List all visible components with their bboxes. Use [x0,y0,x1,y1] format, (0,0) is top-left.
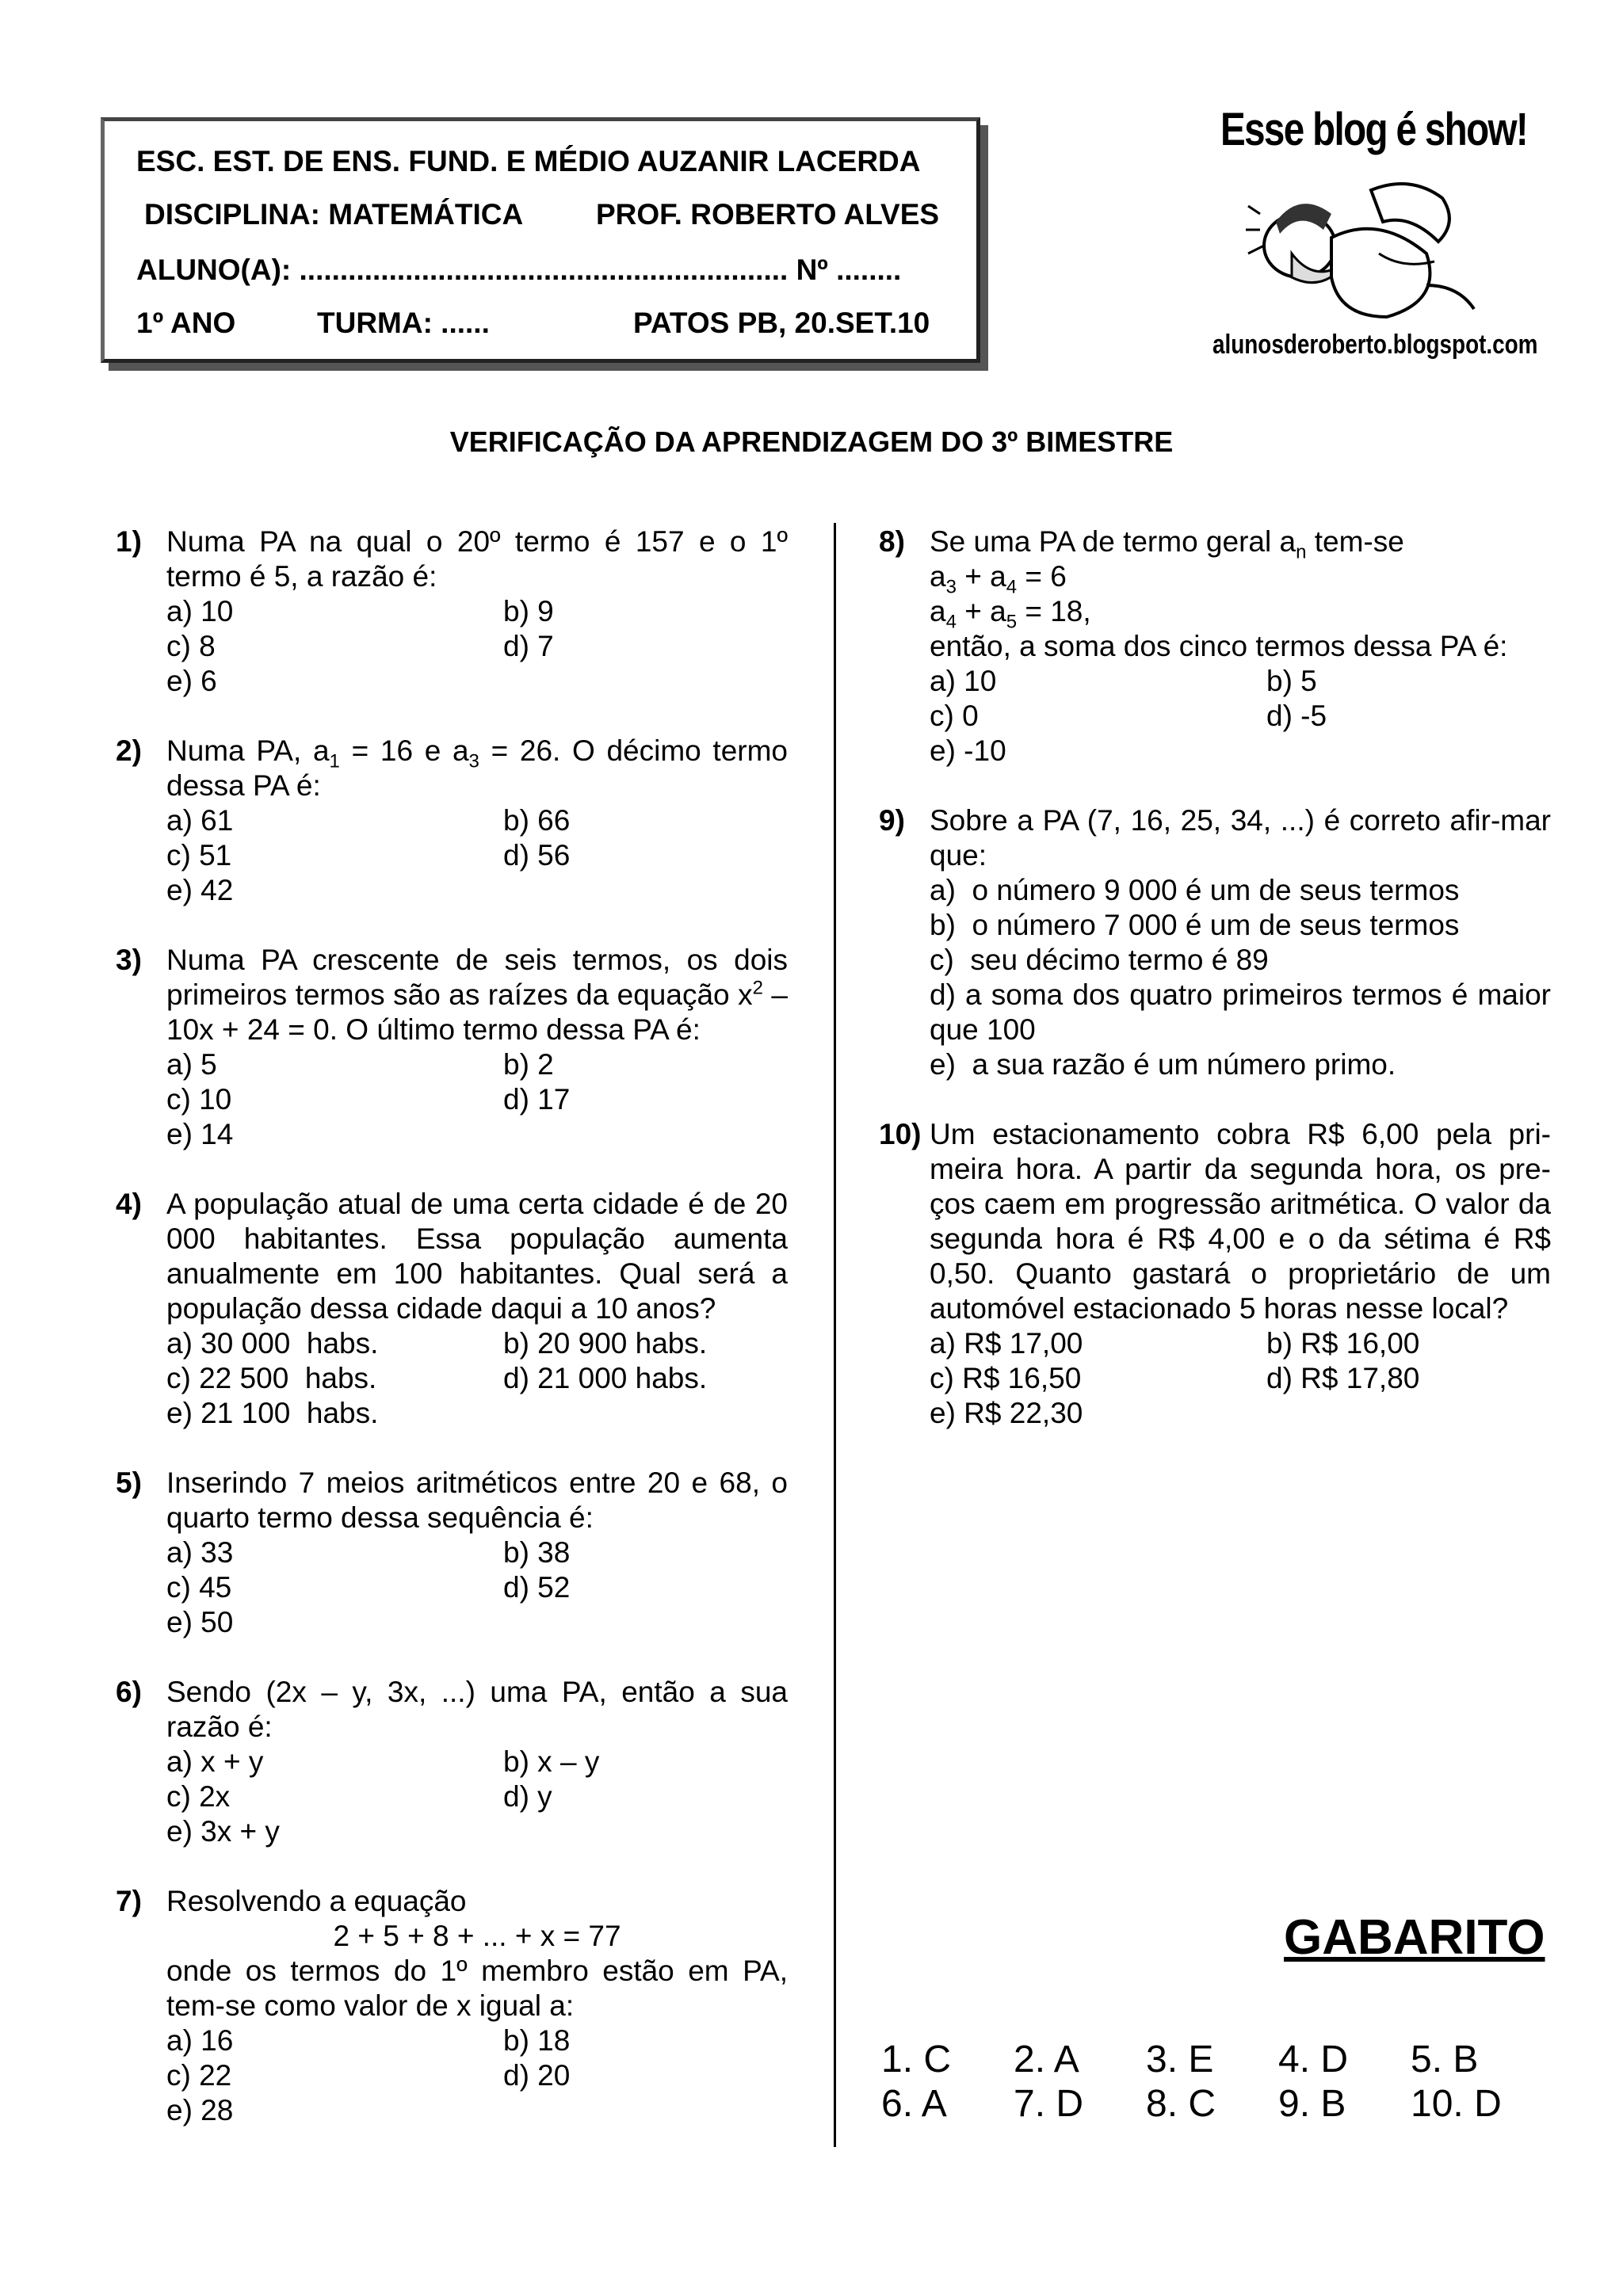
question-text: Inserindo 7 meios aritméticos entre 20 e 68, o quarto termo dessa sequência é: [166,1466,788,1534]
right-column [879,524,1551,1466]
question-number: 6) [116,1676,142,1708]
option-b: b) 5 [1266,665,1317,697]
answer-key-item: 2. A [1014,2039,1079,2081]
left-column [116,524,788,2163]
question-text: Sobre a PA (7, 16, 25, 34, ...) é correto afir-mar que: [930,804,1551,871]
question-text-continued: então, a soma dos cinco termos dessa PA é: [930,630,1508,662]
answer-key-row-1 [881,2038,1543,2081]
answer-key-item: 4. D [1278,2039,1349,2081]
option-c: c) seu décimo termo é 89 [930,944,1269,976]
option-b: b) 38 [503,1536,571,1569]
option-e: e) 21 100 habs. [166,1397,379,1429]
answer-key-item: 7. D [1014,2083,1084,2125]
question-number: 3) [116,944,142,976]
header-place-date: PATOS PB, 20.SET.10 [633,307,930,339]
header-year: 1º ANO [136,307,236,339]
question-5 [116,1466,788,1640]
option-a: a) 61 [166,804,234,837]
option-a: a) 10 [166,595,234,627]
condition-1: $a_3 + a_4 = 6$ [930,560,1067,598]
question-number: 2) [116,734,142,767]
question-number: 5) [116,1466,142,1499]
option-a: a) 10 [930,665,997,697]
option-c: c) 0 [930,700,979,732]
header-class: TURMA: ...... [317,307,490,339]
option-b: b) 20 900 habs. [503,1327,708,1360]
option-b: b) 2 [503,1048,554,1081]
option-b: b) x – y [503,1745,600,1778]
option-a: a) 5 [166,1048,217,1081]
answer-key-item: 3. E [1146,2039,1214,2081]
option-a: a) o número 9 000 é um de seus termos [930,874,1460,906]
option-d: d) 52 [503,1571,571,1604]
option-c: c) 2x [166,1780,231,1813]
question-3 [116,943,788,1152]
question-text: Sendo (2x – y, 3x, ...) uma PA, então a sua razão é: [166,1676,788,1743]
question-text-continued: onde os termos do 1º membro estão em PA, tem-se como valor de x igual a: [166,1955,788,2022]
answer-key-row-2 [881,2082,1543,2126]
option-c: c) 45 [166,1571,232,1604]
question-text: Se uma PA de termo geral $a_n$ tem-se [930,525,1404,563]
option-a: a) 33 [166,1536,234,1569]
question-10 [879,1117,1551,1431]
question-text: Numa PA, $a_1 = 16$ e $a_3 = 26$. O décimo termo dessa PA é: [166,734,788,802]
question-4 [116,1187,788,1431]
question-1 [116,524,788,699]
answer-options [166,803,788,908]
answer-options [166,1535,788,1640]
option-e: e) 3x + y [166,1815,280,1848]
blog-title: Esse blog é show! [1220,104,1528,155]
question-text: Um estacionamento cobra R$ 6,00 pela pri-meira hora. A partir da segunda hora, os pre-ços caem em progressão aritmética. O valor da segunda hora é R$ 4,00 e o da sétima é R$ 0,50. Quanto gastará o proprietário de um automóvel estacionado 5 horas nesse local? [930,1118,1551,1325]
option-c: c) R$ 16,50 [930,1362,1082,1394]
question-number: 8) [879,525,905,558]
option-d: d) R$ 17,80 [1266,1362,1420,1394]
option-d: d) 56 [503,839,571,871]
blog-url: alunosderoberto.blogspot.com [1212,330,1538,360]
question-number: 4) [116,1188,142,1220]
header-box: ESC. EST. DE ENS. FUND. E MÉDIO AUZANIR LACERDA DISCIPLINA: MATEMÁTICA PROF. ROBERTO ALVES ALUNO(A): ............................................................ Nº ........ 1º ANO TURMA: ...... PATOS PB, 20.SET.10 [101,117,980,363]
option-a: a) 16 [166,2024,234,2057]
option-c: c) 22 500 habs. [166,1362,377,1394]
option-c: c) 10 [166,1083,232,1116]
option-b: b) o número 7 000 é um de seus termos [930,909,1460,941]
option-d: d) y [503,1780,552,1813]
option-d: d) -5 [1266,700,1327,732]
option-c: c) 51 [166,839,232,871]
answer-options [166,2023,788,2128]
option-e: e) a sua razão é um número primo. [930,1048,1396,1081]
question-text: Resolvendo a equação [166,1885,467,1917]
blog-logo [1212,103,1538,372]
question-text: Numa PA na qual o 20º termo é 157 e o 1º termo é 5, a razão é: [166,525,788,593]
answer-options [930,664,1551,769]
question-text: Numa PA crescente de seis termos, os dois primeiros termos são as raízes da equação $x^2 - 10x + 24 = 0$. O último termo dessa PA é: [166,944,788,1046]
equation: 2 + 5 + 8 + ... + x = 77 [333,1920,621,1952]
question-8 [879,524,1551,769]
question-text: A população atual de uma certa cidade é de 20 000 habitantes. Essa população aumenta anualmente em 100 habitantes. Qual será a população dessa cidade daqui a 10 anos? [166,1188,788,1325]
option-b: b) R$ 16,00 [1266,1327,1420,1360]
option-d: d) a soma dos quatro primeiros termos é maior que 100 [930,978,1551,1046]
answer-key-title: GABARITO [1284,1910,1545,1965]
question-2 [116,734,788,908]
question-number: 7) [116,1885,142,1917]
answer-key-item: 9. B [1278,2083,1346,2125]
option-b: b) 9 [503,595,554,627]
option-a: a) R$ 17,00 [930,1327,1083,1360]
option-b: b) 66 [503,804,571,837]
answer-key-item: 10. D [1411,2083,1502,2125]
option-d: d) 7 [503,630,554,662]
option-e: e) -10 [930,734,1006,767]
question-7 [116,1884,788,2128]
answer-key-item: 6. A [881,2083,947,2125]
answer-options [930,873,1551,1082]
answer-key-item: 5. B [1411,2039,1479,2081]
option-e: e) R$ 22,30 [930,1397,1083,1429]
option-e: e) 14 [166,1118,234,1150]
option-a: a) 30 000 habs. [166,1327,379,1360]
column-divider [834,523,836,2147]
option-d: d) 17 [503,1083,571,1116]
answer-options [166,1745,788,1849]
option-a: a) x + y [166,1745,264,1778]
page-title: VERIFICAÇÃO DA APRENDIZAGEM DO 3º BIMESTRE [449,425,1174,458]
question-number: 9) [879,804,905,837]
laughing-duck-icon [1244,166,1498,325]
option-e: e) 28 [166,2094,234,2126]
option-e: e) 50 [166,1606,234,1638]
condition-2: $a_4 + a_5 = 18$, [930,595,1091,633]
question-number: 10) [879,1118,922,1150]
header-teacher: PROF. ROBERTO ALVES [596,198,940,231]
question-number: 1) [116,525,142,558]
answer-options [166,1326,788,1431]
option-e: e) 6 [166,665,217,697]
answer-options [166,594,788,699]
option-c: c) 22 [166,2059,232,2092]
option-d: d) 20 [503,2059,571,2092]
option-d: d) 21 000 habs. [503,1362,708,1394]
answer-key-item: 8. C [1146,2083,1216,2125]
answer-options [166,1047,788,1152]
answer-options [930,1326,1551,1431]
option-e: e) 42 [166,874,234,906]
option-b: b) 18 [503,2024,571,2057]
header-subject: DISCIPLINA: MATEMÁTICA [144,198,524,231]
question-6 [116,1675,788,1849]
option-c: c) 8 [166,630,216,662]
answer-key-item: 1. C [881,2039,952,2081]
question-9 [879,803,1551,1082]
